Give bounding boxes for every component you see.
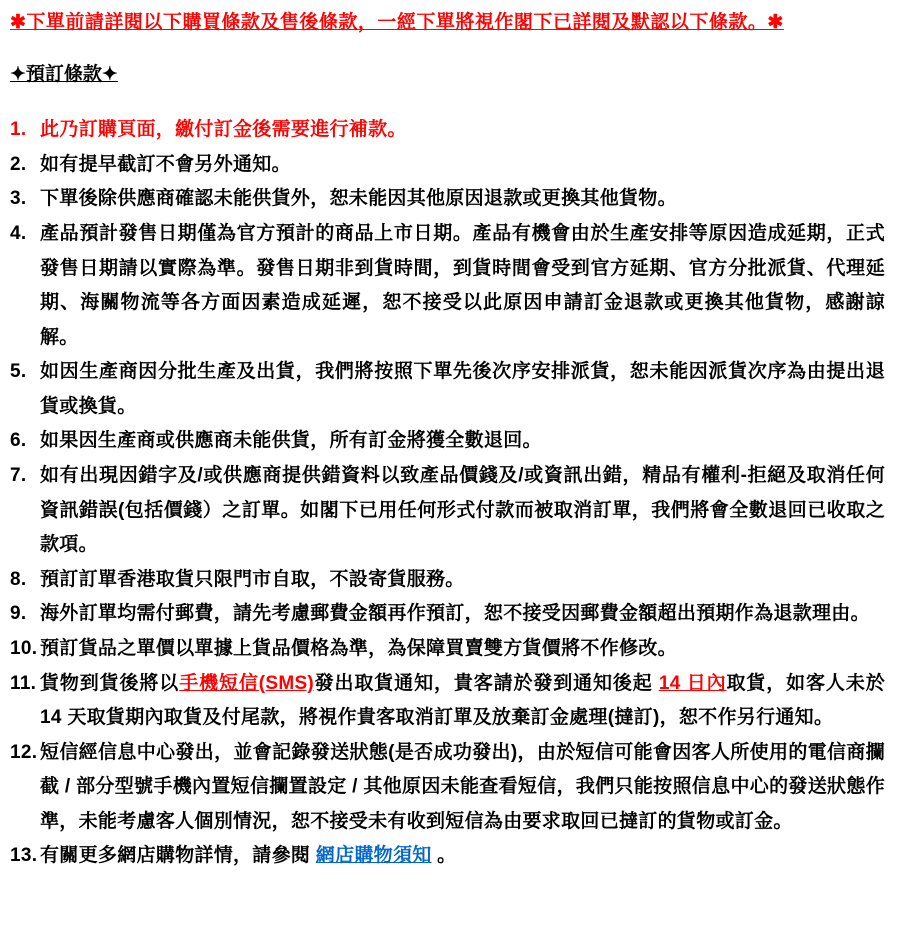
- term-number: 4.: [10, 223, 27, 245]
- term-item-5: [10, 355, 885, 424]
- term-item-13: [10, 839, 885, 874]
- highlight-text: 手機短信(SMS): [179, 672, 315, 694]
- term-number: 11.: [10, 672, 37, 694]
- term-segment: 短信經信息中心發出，並會記錄發送狀態(是否成功發出)，由於短信可能會因客人所使用的電信商攔截 / 部分型號手機內置短信攔置設定 / 其他原因未能查看短信，我們只能按照信息中心的發送狀態作準，未能考慮客人個別情況，恕不接受未有收到短信為由要求取回已撻訂的貨物或訂金。: [40, 741, 885, 832]
- term-segment: 如因生產商因分批生產及出貨，我們將按照下單先後次序安排派貨，恕未能因派貨次序為由提出退貨或換貨。: [40, 361, 885, 417]
- term-text: [40, 736, 885, 840]
- term-segment: 有關更多網店購物詳情，請參閱: [40, 845, 316, 867]
- term-text: [40, 632, 885, 667]
- section-title: [10, 63, 885, 88]
- term-segment: 如有提早截訂不會另外通知。: [40, 153, 291, 175]
- term-item-10: [10, 632, 885, 667]
- term-item-9: [10, 597, 885, 632]
- term-number: 5.: [10, 361, 27, 383]
- term-text: [40, 563, 885, 598]
- term-segment: 。: [431, 845, 457, 867]
- term-item-6: [10, 424, 885, 459]
- term-segment: 如有出現因錯字及/或供應商提供錯資料以致產品價錢及/或資訊出錯，精品有權利-拒絕及取消任何資訊錯誤(包括價錢）之訂單。如閣下已用任何形式付款而被取消訂單，我們將會全數退回已收取之款項。: [40, 465, 885, 556]
- term-item-8: [10, 563, 885, 598]
- purchase-warning-title: ✱下單前請詳閱以下購買條款及售後條款，一經下單將視作閣下已詳閱及默認以下條款。✱: [10, 12, 784, 33]
- term-text: [40, 667, 885, 736]
- term-text: [40, 355, 885, 424]
- term-number: 13.: [10, 845, 38, 867]
- term-segment: 海外訂單均需付郵費，請先考慮郵費金額再作預訂，恕不接受因郵費金額超出預期作為退款理由。: [40, 603, 870, 625]
- term-item-1: [10, 113, 885, 148]
- term-text: [40, 424, 885, 459]
- term-segment: 如果因生產商或供應商未能供貨，所有訂金將獲全數退回。: [40, 430, 542, 452]
- term-item-4: [10, 217, 885, 355]
- term-text: [40, 597, 885, 632]
- term-text: [40, 839, 885, 874]
- term-text: [40, 182, 885, 217]
- term-number: 2.: [10, 153, 27, 175]
- term-segment: 此乃訂購頁面，繳付訂金後需要進行補款。: [40, 119, 407, 141]
- section-title-text: ✦預訂條款✦: [10, 63, 118, 85]
- term-number: 3.: [10, 188, 27, 210]
- term-text: [40, 459, 885, 563]
- term-segment: 取貨，如客人未於 14 天取貨期內取貨及付尾款，將視作貴客取消訂單及放棄訂金處理(撻訂)，恕不作另行通知。: [40, 672, 886, 729]
- highlight-text: 14 日內: [658, 672, 727, 694]
- term-segment: 預訂訂單香港取貨只限門市自取，不設寄貨服務。: [40, 568, 465, 590]
- term-number: 1.: [10, 119, 27, 141]
- term-item-3: [10, 182, 885, 217]
- term-item-7: [10, 459, 885, 563]
- shop-guide-link[interactable]: 網店購物須知: [315, 845, 432, 867]
- term-number: 9.: [10, 603, 27, 625]
- term-text: [40, 148, 885, 183]
- terms-list: [10, 113, 885, 874]
- term-segment: 預訂貨品之單價以單據上貨品價格為準，為保障買賣雙方貨價將不作修改。: [40, 637, 677, 659]
- term-number: 6.: [10, 430, 27, 452]
- term-segment: 發出取貨通知，貴客請於發到通知後起: [314, 672, 659, 694]
- term-number: 12.: [10, 741, 38, 763]
- term-item-11: [10, 667, 885, 736]
- term-item-2: [10, 148, 885, 183]
- term-item-12: [10, 736, 885, 840]
- term-number: 10.: [10, 637, 38, 659]
- term-segment: 下單後除供應商確認未能供貨外，恕未能因其他原因退款或更換其他貨物。: [40, 188, 677, 210]
- term-text: [40, 217, 885, 355]
- term-text: [40, 113, 885, 148]
- term-segment: 產品預計發售日期僅為官方預計的商品上市日期。產品有機會由於生產安排等原因造成延期，正式發售日期請以實際為準。發售日期非到貨時間，到貨時間會受到官方延期、官方分批派貨、代理延期、海關物流等各方面因素造成延遲，恕不接受以此原因申請訂金退款或更換其他貨物，感謝諒解。: [40, 223, 885, 348]
- term-segment: 貨物到貨後將以: [40, 672, 180, 694]
- term-number: 7.: [10, 465, 27, 487]
- term-number: 8.: [10, 568, 27, 590]
